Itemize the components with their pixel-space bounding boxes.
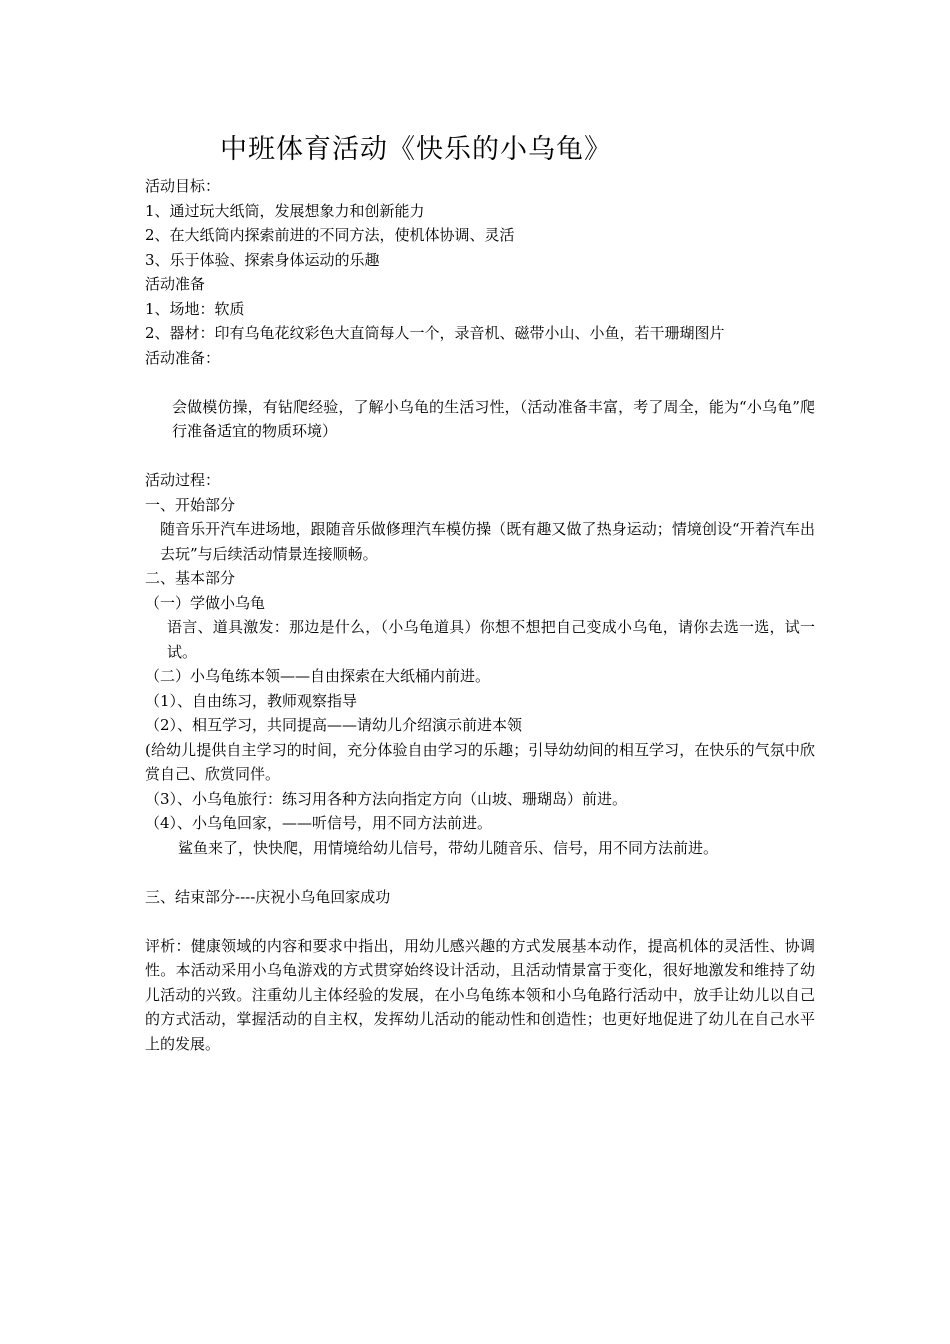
- part2-sub2: （二）小乌龟练本领——自由探索在大纸桶内前进。: [145, 667, 491, 685]
- blank-line: [145, 370, 815, 395]
- part3-heading: 三、结束部分----庆祝小乌龟回家成功: [145, 887, 391, 906]
- blank-line: [145, 444, 815, 469]
- prep2-text: 会做模仿操，有钻爬经验，了解小乌龟的生活习性，（活动准备丰富，考了周全，能为“小乌龟”爬行准备适宜的物质环境）: [172, 397, 815, 440]
- prep-item: 1、场地：软质: [145, 299, 245, 318]
- goal-item: 2、在大纸筒内探索前进的不同方法，使机体协调、灵活: [145, 226, 515, 244]
- goal-item: 3、乐于体验、探索身体运动的乐趣: [145, 250, 380, 269]
- prep2-heading: 活动准备：: [145, 348, 221, 367]
- part1-text: 随音乐开汽车进场地，跟随音乐做修理汽车模仿操（既有趣又做了热身运动；情境创设“开着汽车出去玩”与后续活动情景连接顺畅。: [160, 520, 815, 563]
- part1-heading: 一、开始部分: [145, 495, 236, 514]
- part2-item3: （3）、小乌龟旅行：练习用各种方法向指定方向（山坡、珊瑚岛）前进。: [145, 789, 628, 808]
- goals-heading: 活动目标：: [145, 177, 221, 195]
- part2-item4: （4）、小乌龟回家，——听信号，用不同方法前进。: [145, 814, 493, 832]
- evaluation-text: 评析：健康领域的内容和要求中指出，用幼儿感兴趣的方式发展基本动作，提高机体的灵活性、协调性。本活动采用小乌龟游戏的方式贯穿始终设计活动，且活动情景富于变化，很好地激发和维持了幼儿活动的兴致。注重幼儿主体经验的发展，在小乌龟练本领和小乌龟路行活动中，放手让幼儿以自己的方式活动，掌握活动的自主权，发挥幼儿活动的能动性和创造性；也更好地促进了幼儿在自己水平上的发展。: [145, 936, 815, 1053]
- part2-item2: （2）、相互学习，共同提高——请幼儿介绍演示前进本领: [145, 716, 523, 734]
- blank-line: [145, 860, 815, 885]
- blank-line: [145, 909, 815, 934]
- part2-item4-text: 鲨鱼来了，快快爬，用情境给幼儿信号，带幼儿随音乐、信号，用不同方法前进。: [178, 838, 719, 857]
- part2-heading: 二、基本部分: [145, 569, 236, 587]
- part2-item2-note: (给幼儿提供自主学习的时间，充分体验自由学习的乐趣；引导幼幼间的相互学习，在快乐的气氛中欣赏自己、欣赏同伴。: [145, 740, 815, 783]
- prep-heading: 活动准备: [145, 275, 206, 293]
- part2-item1: （1）、自由练习，教师观察指导: [145, 691, 358, 710]
- goal-item: 1、通过玩大纸筒，发展想象力和创新能力: [145, 201, 425, 220]
- document-title: 中班体育活动《快乐的小乌龟》: [220, 134, 612, 165]
- prep-item: 2、器材：印有乌龟花纹彩色大直筒每人一个，录音机、磁带小山、小鱼，若干珊瑚图片: [145, 324, 725, 342]
- part2-sub1: （一）学做小乌龟: [145, 593, 266, 612]
- part2-sub1-text: 语言、道具激发：那边是什么，（小乌龟道具）你想不想把自己变成小乌龟，请你去选一选，试一试。: [167, 618, 815, 661]
- process-heading: 活动过程：: [145, 471, 221, 489]
- document-body: [145, 174, 815, 1056]
